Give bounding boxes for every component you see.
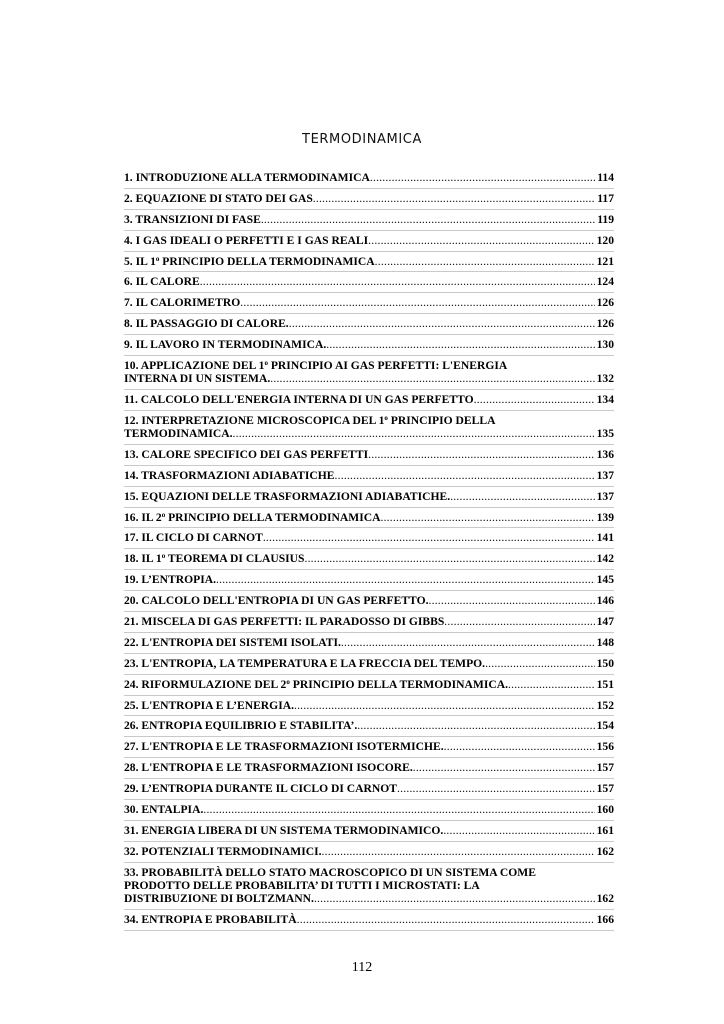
toc-entry-title: DISTRIBUZIONE DI BOLTZMANN. — [124, 891, 314, 905]
toc-entry[interactable] — [124, 842, 614, 863]
toc-entry-title: 1. INTRODUZIONE ALLA TERMODINAMICA — [124, 171, 370, 184]
toc-entry[interactable] — [124, 696, 614, 717]
toc-entry[interactable] — [124, 591, 614, 612]
toc-entry-last-line — [124, 317, 614, 330]
toc-entry-title: 17. IL CICLO DI CARNOT — [124, 531, 263, 545]
dot-leader — [444, 615, 594, 628]
toc-entry-page: 150 — [596, 656, 614, 670]
toc-entry[interactable] — [124, 821, 614, 842]
toc-entry-title: 4. I GAS IDEALI O PERFETTI E I GAS REALI — [124, 233, 369, 247]
ordinal-superscript: o — [264, 359, 268, 368]
toc-entry-title: 14. TRASFORMAZIONI ADIABATICHE — [124, 468, 335, 482]
dot-leader — [429, 594, 595, 607]
toc-entry[interactable] — [124, 487, 614, 508]
dot-leader — [357, 719, 594, 732]
dot-leader — [380, 511, 594, 524]
toc-entry-page: 156 — [596, 740, 614, 754]
toc-entry-title: 20. CALCOLO DELL'ENTROPIA DI UN GAS PERFETTO. — [124, 594, 429, 608]
dot-leader — [240, 296, 594, 309]
toc-entry-title: INTERNA DI UN SISTEMA. — [124, 372, 271, 386]
table-of-contents — [124, 168, 614, 931]
toc-entry-last-line — [124, 372, 614, 385]
toc-entry-title: 6. IL CALORE — [124, 275, 200, 289]
toc-entry-last-line — [124, 657, 614, 670]
toc-entry-last-line — [124, 511, 614, 524]
toc-entry-page: 130 — [596, 338, 614, 352]
toc-entry-title: 15. EQUAZIONI DELLE TRASFORMAZIONI ADIABATICHE. — [124, 489, 451, 503]
ordinal-superscript: o — [161, 510, 166, 519]
toc-entry-title: 32. POTENZIALI TERMODINAMICI. — [124, 844, 322, 858]
toc-entry-page: 152 — [596, 698, 614, 712]
toc-entry-last-line — [124, 573, 614, 586]
dot-leader — [326, 338, 594, 351]
toc-entry-last-line — [124, 448, 614, 461]
toc-entry-last-line — [124, 699, 614, 712]
toc-entry[interactable] — [124, 356, 614, 390]
toc-entry-title: 9. IL LAVORO IN TERMODINAMICA. — [124, 338, 327, 352]
dot-leader — [297, 913, 595, 926]
dot-leader — [443, 824, 594, 837]
toc-entry[interactable] — [124, 231, 614, 252]
dot-leader — [314, 892, 595, 905]
toc-entry-last-line — [124, 296, 614, 309]
toc-entry-last-line — [124, 490, 614, 503]
toc-entry[interactable] — [124, 528, 614, 549]
dot-leader — [508, 678, 595, 691]
toc-entry-last-line — [124, 913, 614, 926]
toc-entry-page: 157 — [596, 782, 614, 796]
ordinal-superscript: o — [155, 254, 160, 263]
toc-entry-title: 5. IL 1$^o$ PRINCIPIO DELLA TERMODINAMICA — [124, 254, 375, 268]
toc-entry-title: 19. L’ENTROPIA. — [124, 573, 217, 587]
toc-entry-page: 119 — [597, 212, 614, 226]
dot-leader — [485, 657, 595, 670]
toc-entry-last-line — [124, 719, 614, 732]
toc-entry-last-line — [124, 615, 614, 628]
toc-entry-text-line: 12. INTERPRETAZIONE MICROSCOPICA DEL 1$^o$ PRINCIPIO DELLA — [124, 413, 496, 427]
toc-entry-last-line — [124, 803, 614, 816]
toc-entry[interactable] — [124, 189, 614, 210]
toc-entry-title: 31. ENERGIA LIBERA DI UN SISTEMA TERMODINAMICO. — [124, 823, 444, 837]
dot-leader — [313, 192, 595, 205]
toc-entry[interactable] — [124, 168, 614, 189]
dot-leader — [444, 740, 595, 753]
toc-entry-page: 161 — [596, 823, 614, 837]
toc-entry-last-line — [124, 427, 614, 440]
toc-entry-last-line — [124, 338, 614, 351]
toc-entry-last-line — [124, 678, 614, 691]
toc-entry-page: 121 — [596, 254, 614, 268]
toc-entry[interactable] — [124, 549, 614, 570]
toc-entry[interactable] — [124, 570, 614, 591]
toc-entry-title: 26. ENTROPIA EQUILIBRIO E STABILITA’. — [124, 719, 358, 733]
toc-entry-last-line — [124, 234, 614, 247]
toc-entry-text-line: 10. APPLICAZIONE DEL 1$^o$ PRINCIPIO AI GAS PERFETTI: L'ENERGIA — [124, 359, 508, 373]
toc-entry[interactable] — [124, 466, 614, 487]
toc-entry-last-line — [124, 171, 614, 184]
dot-leader — [375, 255, 595, 268]
toc-entry-title: 22. L'ENTROPIA DEI SISTEMI ISOLATI. — [124, 635, 341, 649]
toc-entry-title: 28. L'ENTROPIA E LE TRASFORMAZIONI ISOCORE. — [124, 761, 413, 775]
dot-leader — [200, 275, 595, 288]
toc-entry-last-line — [124, 636, 614, 649]
toc-entry[interactable] — [124, 390, 614, 411]
toc-entry-text-line: 33. PROBABILITÀ DELLO STATO MACROSCOPICO DI UN SISTEMA COME — [124, 865, 536, 879]
toc-entry[interactable] — [124, 210, 614, 231]
toc-entry-last-line — [124, 892, 614, 905]
toc-entry-last-line — [124, 761, 614, 774]
toc-entry-last-line — [124, 275, 614, 288]
toc-entry-page: 114 — [597, 171, 614, 184]
toc-entry-title: 25. L'ENTROPIA E L’ENERGIA. — [124, 698, 294, 712]
toc-entry-title: 18. IL 1$^o$ TEOREMA DI CLAUSIUS — [124, 552, 305, 566]
ordinal-superscript: o — [286, 677, 290, 686]
dot-leader — [233, 427, 595, 440]
toc-entry-page: 162 — [596, 844, 614, 858]
toc-entry[interactable] — [124, 863, 614, 910]
dot-leader — [289, 317, 595, 330]
dot-leader — [216, 573, 595, 586]
toc-entry[interactable] — [124, 758, 614, 779]
toc-entry-title: 34. ENTROPIA E PROBABILITÀ — [124, 912, 297, 926]
toc-entry-title: 16. IL 2$^o$ PRINCIPIO DELLA TERMODINAMICA — [124, 510, 381, 524]
dot-leader — [368, 234, 594, 247]
toc-entry[interactable] — [124, 272, 614, 293]
toc-entry[interactable] — [124, 800, 614, 821]
toc-entry-page: 137 — [596, 468, 614, 482]
toc-entry-page: 132 — [596, 372, 614, 386]
toc-entry-page: 135 — [596, 426, 614, 440]
toc-entry[interactable] — [124, 411, 614, 445]
toc-entry-page: 162 — [596, 891, 614, 905]
toc-entry-last-line — [124, 531, 614, 544]
toc-entry-last-line — [124, 255, 614, 268]
toc-entry-title: TERMODINAMICA. — [124, 426, 233, 440]
toc-entry-page: 142 — [596, 552, 614, 566]
toc-entry-last-line — [124, 782, 614, 795]
dot-leader — [341, 636, 595, 649]
toc-entry-last-line — [124, 845, 614, 858]
page-title: TERMODINAMICA — [302, 132, 422, 147]
toc-entry-page: 148 — [596, 635, 614, 649]
toc-entry-title: 27. L'ENTROPIA E LE TRASFORMAZIONI ISOTERMICHE. — [124, 740, 444, 754]
toc-entry[interactable] — [124, 293, 614, 314]
dot-leader — [203, 803, 594, 816]
toc-entry[interactable] — [124, 335, 614, 356]
toc-entry-page: 141 — [596, 531, 614, 545]
toc-entry[interactable] — [124, 508, 614, 529]
toc-entry-page: 126 — [596, 317, 614, 331]
toc-entry-page: 147 — [596, 615, 614, 629]
toc-entry-last-line — [124, 594, 614, 607]
dot-leader — [413, 761, 595, 774]
toc-entry-title: 21. MISCELA DI GAS PERFETTI: IL PARADOSSO DI GIBBS — [124, 615, 445, 629]
toc-entry-page: 166 — [596, 912, 614, 926]
toc-entry[interactable] — [124, 737, 614, 758]
toc-entry-page: 126 — [596, 296, 614, 310]
toc-entry-text-line: PRODOTTO DELLE PROBABILITA’ DI TUTTI I MICROSTATI: LA — [124, 878, 480, 892]
toc-entry-page: 120 — [596, 233, 614, 247]
toc-entry-page: 151 — [596, 677, 614, 691]
ordinal-superscript: o — [161, 552, 166, 561]
dot-leader — [335, 469, 595, 482]
dot-leader — [368, 448, 594, 461]
toc-entry-last-line — [124, 740, 614, 753]
toc-entry-last-line — [124, 213, 614, 226]
toc-entry[interactable] — [124, 633, 614, 654]
toc-entry-last-line — [124, 192, 614, 205]
toc-entry-page: 124 — [596, 275, 614, 289]
toc-entry-title: 3. TRANSIZIONI DI FASE — [124, 212, 261, 226]
dot-leader — [474, 393, 595, 406]
toc-entry-title: 23. L'ENTROPIA, LA TEMPERATURA E LA FRECCIA DEL TEMPO. — [124, 656, 486, 670]
dot-leader — [294, 699, 595, 712]
toc-entry[interactable] — [124, 675, 614, 696]
toc-entry-last-line — [124, 552, 614, 565]
dot-leader — [263, 531, 595, 544]
toc-entry-page: 145 — [596, 573, 614, 587]
toc-entry-page: 157 — [596, 761, 614, 775]
toc-entry-title: 13. CALORE SPECIFICO DEI GAS PERFETTI — [124, 447, 369, 461]
toc-entry-title: 29. L’ENTROPIA DURANTE IL CICLO DI CARNOT — [124, 782, 398, 796]
dot-leader — [304, 552, 594, 565]
dot-leader — [397, 782, 595, 795]
page-number: 112 — [351, 960, 373, 975]
toc-entry-title: 30. ENTALPIA. — [124, 803, 204, 817]
toc-entry[interactable] — [124, 716, 614, 737]
toc-entry-title: 7. IL CALORIMETRO — [124, 296, 241, 310]
toc-entry[interactable] — [124, 612, 614, 633]
toc-entry-title: 8. IL PASSAGGIO DI CALORE. — [124, 317, 289, 331]
toc-entry-page: 136 — [596, 447, 614, 461]
dot-leader — [270, 372, 594, 385]
dot-leader — [450, 490, 594, 503]
toc-entry[interactable] — [124, 314, 614, 335]
toc-entry[interactable] — [124, 654, 614, 675]
toc-entry-page: 139 — [596, 510, 614, 524]
toc-entry-last-line — [124, 469, 614, 482]
toc-entry[interactable] — [124, 252, 614, 273]
toc-entry[interactable] — [124, 910, 614, 931]
toc-entry[interactable] — [124, 445, 614, 466]
toc-entry-page: 137 — [596, 489, 614, 503]
dot-leader — [322, 845, 595, 858]
toc-entry-title: 24. RIFORMULAZIONE DEL 2$^o$ PRINCIPIO DELLA TERMODINAMICA. — [124, 677, 508, 691]
toc-entry-last-line — [124, 824, 614, 837]
toc-entry-page: 134 — [596, 393, 614, 407]
toc-entry-title: 2. EQUAZIONE DI STATO DEI GAS — [124, 191, 313, 205]
ordinal-superscript: o — [384, 413, 388, 422]
toc-entry-title: 11. CALCOLO DELL'ENERGIA INTERNA DI UN GAS PERFETTO — [124, 393, 474, 407]
dot-leader — [370, 171, 595, 184]
toc-entry-page: 154 — [596, 719, 614, 733]
toc-entry-last-line — [124, 393, 614, 406]
toc-entry[interactable] — [124, 779, 614, 800]
toc-entry-page: 117 — [597, 191, 614, 205]
toc-entry-page: 146 — [596, 594, 614, 608]
toc-entry-page: 160 — [596, 803, 614, 817]
dot-leader — [261, 213, 595, 226]
